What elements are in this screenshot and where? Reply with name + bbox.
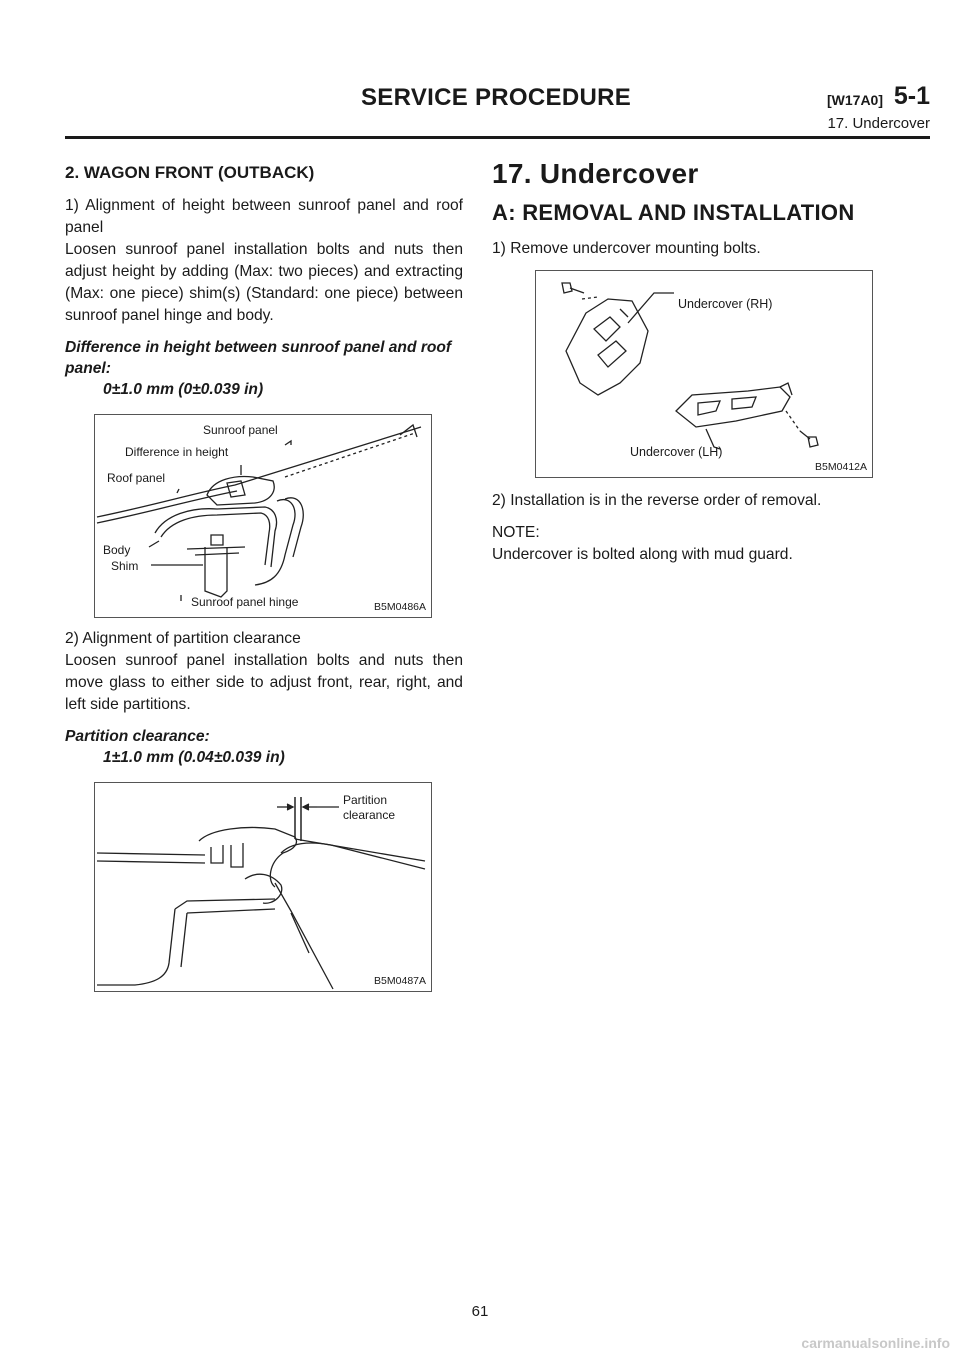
spec-partition-title: Partition clearance: [65,728,210,745]
label-difference-in-height: Difference in height [125,445,229,459]
left-column [65,163,463,992]
step-1-title: 1) Alignment of height between sunroof panel and roof panel [65,197,463,236]
step-2-body: Loosen sunroof panel installation bolts and nuts then move glass to either side to adjust front, rear, right, and left side partitions. [65,652,463,713]
spec-height-value: 0±1.0 mm (0±0.039 in) [103,381,264,398]
figure-code-2: B5M0487A [374,975,426,987]
step-1-body: Loosen sunroof panel installation bolts and nuts then adjust height by adding (Max: two pieces) and extracting (Max: one piece) shim(s) (Standard: one piece) between sunroof panel hinge and body. [65,241,463,324]
note-text: Undercover is bolted along with mud guard. [492,546,793,563]
label-shim: Shim [111,559,139,573]
label-undercover-rh: Undercover (RH) [678,297,773,311]
undercover-step-2: 2) Installation is in the reverse order of removal. [492,492,822,509]
label-sunroof-panel: Sunroof panel [203,423,278,437]
label-undercover-lh: Undercover (LH) [630,445,723,459]
page-number: 61 [471,1303,489,1320]
figure-partition-clearance [94,782,432,992]
spec-partition-value: 1±1.0 mm (0.04±0.039 in) [103,749,285,766]
right-column [492,158,930,576]
figure-undercover [535,270,873,478]
undercover-step-1: 1) Remove undercover mounting bolts. [492,240,761,257]
figure-code-3: B5M0412A [815,461,867,473]
section-heading-wagon-front: 2. WAGON FRONT (OUTBACK) [65,163,315,182]
note-label: NOTE: [492,524,540,541]
label-partition: Partition [343,793,388,807]
subheading-removal-installation: A: REMOVAL AND INSTALLATION [492,200,855,225]
header-section-number: 5-1 [893,82,930,110]
page-header [65,78,930,138]
note-block [492,522,930,566]
header-subtitle: 17. Undercover [827,115,930,132]
label-sunroof-panel-hinge: Sunroof panel hinge [191,595,299,609]
label-roof-panel: Roof panel [107,471,166,485]
section-heading-undercover: 17. Undercover [492,158,699,189]
label-clearance: clearance [343,808,396,822]
header-rule [65,136,930,139]
figure-code-1: B5M0486A [374,601,426,613]
spec-height-title: Difference in height between sunroof panel and roof panel: [65,339,452,377]
step-2-paragraph [65,628,463,716]
figure-height-alignment [94,414,432,618]
watermark: carmanualsonline.info [801,1335,950,1351]
label-body: Body [103,543,131,557]
header-code: [W17A0] [827,92,884,108]
step-2-title: 2) Alignment of partition clearance [65,630,301,647]
header-title: SERVICE PROCEDURE [361,84,632,111]
step-1-paragraph [65,195,463,327]
